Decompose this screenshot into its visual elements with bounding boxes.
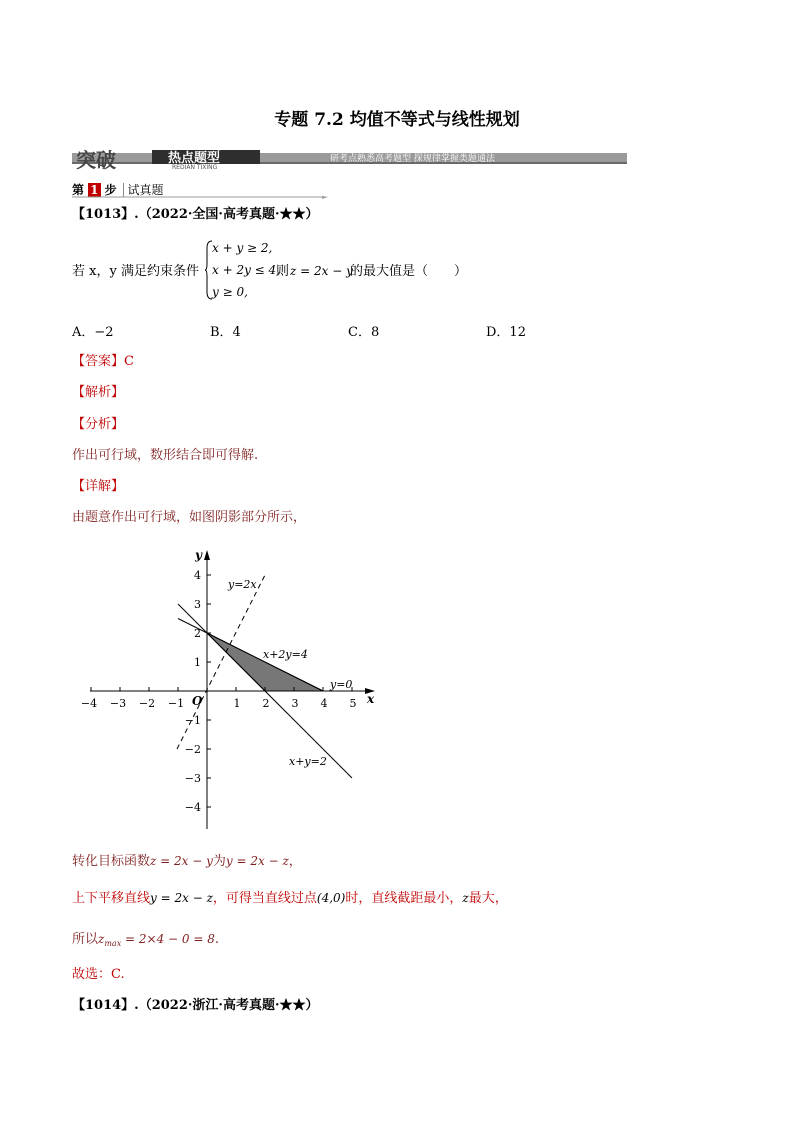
label-xy2: x+y=2 [289, 755, 327, 768]
solution-step-3 [72, 930, 219, 953]
step3-pre: 所以 [72, 932, 99, 947]
banner-slogan: 研考点熟悉高考题型 探规律掌握类题通法 [330, 154, 495, 164]
x-tick-label: 4 [320, 697, 328, 710]
banner-main: 突破 [76, 148, 116, 170]
x-tick-label: −4 [80, 697, 98, 710]
choice-b: B．4 [210, 325, 241, 340]
next-question-header: 【1014】.（2022·浙江·高考真题·★★） [72, 998, 319, 1013]
step-number: 1 [88, 183, 101, 197]
step3-z: z [98, 932, 105, 946]
step1-post: ， [288, 854, 302, 869]
answer-label: 【答案】 [72, 354, 125, 369]
conclusion: 故选：C. [72, 967, 125, 982]
y-tick-label: −3 [184, 772, 201, 785]
step-title: 试真题 [123, 183, 164, 197]
step3-post: . [214, 932, 220, 947]
choice-d: D．12 [486, 325, 526, 340]
y-tick-label: −1 [184, 714, 201, 727]
origin-label: O [192, 694, 203, 708]
step-suffix: 步 [104, 183, 117, 197]
step1-expr-a: z = 2x − y [150, 854, 213, 868]
choice-a: A．−2 [72, 325, 114, 340]
question-stem-mid: 则 [276, 264, 290, 279]
answer-value: C [124, 354, 134, 369]
label-y2x: y=2x [228, 578, 257, 591]
y-tick-label: 2 [194, 627, 201, 640]
y-axis-label: y [195, 548, 202, 562]
question-header: 【1013】.（2022·全国·高考真题·★★） [72, 207, 319, 222]
step3-eq: = 2×4 − 0 = 8 [121, 932, 215, 946]
x-tick-label: 5 [349, 697, 357, 710]
step3-sub: max [104, 939, 122, 948]
constraint-1: x + y ≥ 2, [212, 241, 273, 255]
step2-post: 时，直线截距最小， [345, 891, 463, 906]
detail-text: 由题意作出可行域，如图阴影部分所示， [72, 510, 307, 525]
label-y0: y=0 [330, 678, 353, 691]
page-title: 专题 7.2 均值不等式与线性规划 [274, 110, 520, 130]
step1-mid: 为 [212, 854, 226, 869]
step2-point: (4,0) [316, 891, 346, 905]
step1-pre: 转化目标函数 [72, 854, 151, 869]
solution-step-1 [72, 852, 302, 871]
objective-function: z = 2x − y [290, 264, 353, 278]
x-axis-label: x [367, 692, 375, 706]
step2-end: 最大， [468, 891, 508, 906]
x-tick-label: −1 [167, 697, 185, 710]
step1-expr-b: y = 2x − z [225, 854, 289, 868]
step2-pre: 上下平移直线 [72, 891, 151, 906]
question-stem-pre: 若 x，y 满足约束条件 [72, 264, 199, 279]
banner-tag-pinyin: REDIAN TIXING [172, 164, 218, 170]
step-underline [72, 196, 328, 200]
fenxi-text: 作出可行域，数形结合即可得解. [72, 448, 259, 463]
banner-tag: 热点题型 [168, 151, 221, 166]
y-tick-label: −2 [184, 743, 201, 756]
y-tick-label: 1 [194, 656, 201, 669]
detail-label: 【详解】 [72, 479, 125, 494]
solution-step-2 [72, 889, 508, 908]
analysis-label: 【解析】 [72, 385, 125, 400]
answer-line [72, 353, 134, 371]
y-tick-label: 4 [194, 569, 201, 582]
y-tick-label: 3 [194, 598, 201, 611]
x-tick-label: −3 [109, 697, 127, 710]
step2-expr: y = 2x − z [150, 891, 213, 905]
section-banner [72, 148, 627, 170]
x-tick-label: 2 [262, 697, 270, 710]
x-tick-label: 1 [233, 697, 241, 710]
label-x2y4: x+2y=4 [263, 648, 308, 661]
feasible-region-graph [80, 545, 380, 835]
fenxi-label: 【分析】 [72, 417, 125, 432]
step-prefix: 第 [72, 183, 85, 197]
constraint-2: x + 2y ≤ 4, [212, 263, 280, 277]
x-tick-label: 3 [291, 697, 299, 710]
y-axis-arrow [204, 550, 210, 560]
y-tick-label: −4 [184, 801, 201, 814]
question-stem-post: 的最大值是（ ） [350, 264, 468, 279]
choice-c: C．8 [348, 325, 380, 340]
step2-mid: ，可得当直线过点 [212, 891, 317, 906]
constraint-3: y ≥ 0, [212, 285, 248, 299]
step2-z: z [462, 891, 469, 905]
x-tick-label: −2 [138, 697, 156, 710]
